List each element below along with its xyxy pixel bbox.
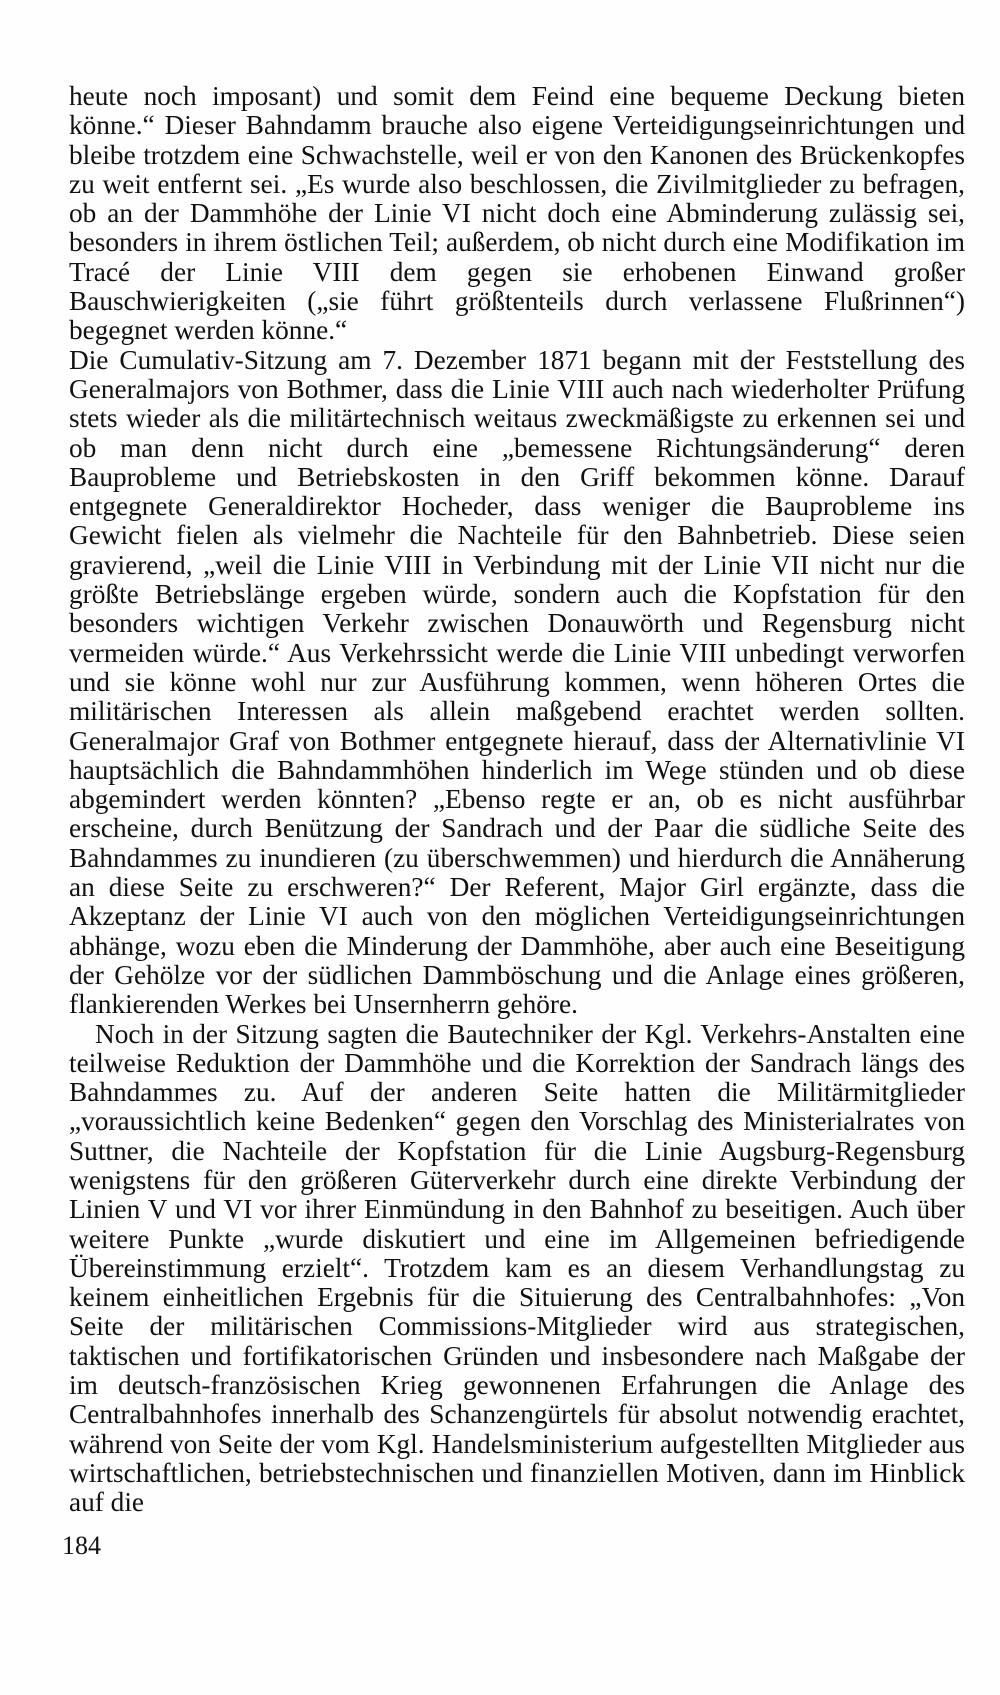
- paragraph-1: heute noch imposant) und somit dem Feind eine bequeme Deckung bieten könne.“ Dieser Bahndamm brauche also eigene Verteidigungseinrichtungen und bleibe trotzdem eine Schwachstelle, weil er von den Kanonen des Brückenkopfes zu weit entfernt sei. „Es wurde also beschlossen, die Zivilmitglieder zu befragen, ob an der Dammhöhe der Linie VI nicht doch eine Abminderung zulässig sei, besonders in ihrem östlichen Teil; außerdem, ob nicht durch eine Modifikation im Tracé der Linie VIII dem gegen sie erhobenen Einwand großer Bauschwierigkeiten („sie führt größtenteils durch verlassene Flußrinnen“) begegnet werden könne.“: [69, 81, 965, 346]
- page-number: 184: [62, 1531, 101, 1560]
- paragraph-3: Noch in der Sitzung sagten die Bautechniker der Kgl. Verkehrs-Anstalten eine teilweise Reduktion der Dammhöhe und die Korrektion der Sandrach längs des Bahndammes zu. Auf der anderen Seite hatten die Militärmitglieder „voraussichtlich keine Bedenken“ gegen den Vorschlag des Ministerialrates von Suttner, die Nachteile der Kopfstation für die Linie Augsburg-Regensburg wenigstens für den größeren Güterverkehr durch eine direkte Verbindung der Linien V und VI vor ihrer Einmündung in den Bahnhof zu beseitigen. Auch über weitere Punkte „wurde diskutiert und eine im Allgemeinen befriedigende Übereinstimmung erzielt“. Trotzdem kam es an diesem Verhandlungstag zu keinem einheitlichen Ergebnis für die Situierung des Centralbahnhofes: „Von Seite der militärischen Commissions-Mitglieder wird aus strategischen, taktischen und fortifikatorischen Gründen und insbesondere nach Maßgabe der im deutsch-französischen Krieg gewonnenen Erfahrungen die Anlage des Centralbahnhofes innerhalb des Schanzengürtels für absolut notwendig erachtet, während von Seite der vom Kgl. Handelsministerium aufgestellten Mitglieder aus wirtschaftlichen, betriebstechnischen und finanziellen Motiven, dann im Hinblick auf die: [69, 1018, 965, 1518]
- paragraph-2: Die Cumulativ-Sitzung am 7. Dezember 1871 begann mit der Feststellung des Generalmajors von Bothmer, dass die Linie VIII auch nach wiederholter Prüfung stets wieder als die militärtechnisch weitaus zweckmäßigste zu erkennen sei und ob man denn nicht durch eine „bemessene Richtungsänderung“ deren Bauprobleme und Betriebskosten in den Griff bekommen könne. Darauf entgegnete Generaldirektor Hocheder, dass weniger die Bauprobleme ins Gewicht fielen als vielmehr die Nachteile für den Bahnbetrieb. Diese seien gravierend, „weil die Linie VIII in Verbindung mit der Linie VII nicht nur die größte Betriebslänge ergeben würde, sondern auch die Kopfstation für den besonders wichtigen Verkehr zwischen Donauwörth und Regensburg nicht vermeiden würde.“ Aus Verkehrssicht werde die Linie VIII unbedingt verworfen und sie könne wohl nur zur Ausführung kommen, wenn höheren Ortes die militärischen Interessen als allein maßgebend erachtet werden sollten. Generalmajor Graf von Bothmer entgegnete hierauf, dass der Alternativlinie VI hauptsächlich die Bahndammhöhen hinderlich im Wege stünden und ob diese abgemindert werden könnten? „Ebenso regte er an, ob es nicht ausführbar erscheine, durch Benützung der Sandrach und der Paar die südliche Seite des Bahndammes zu inundieren (zu überschwemmen) und hierdurch die Annäherung an diese Seite zu erschweren?“ Der Referent, Major Girl ergänzte, dass die Akzeptanz der Linie VI auch von den möglichen Verteidigungseinrichtungen abhänge, wozu eben die Minderung der Dammhöhe, aber auch eine Beseitigung der Gehölze vor der südlichen Dammböschung und die Anlage eines größeren, flankierenden Werkes bei Unsernherrn gehöre.: [69, 344, 965, 1020]
- body-text: [69, 82, 965, 1518]
